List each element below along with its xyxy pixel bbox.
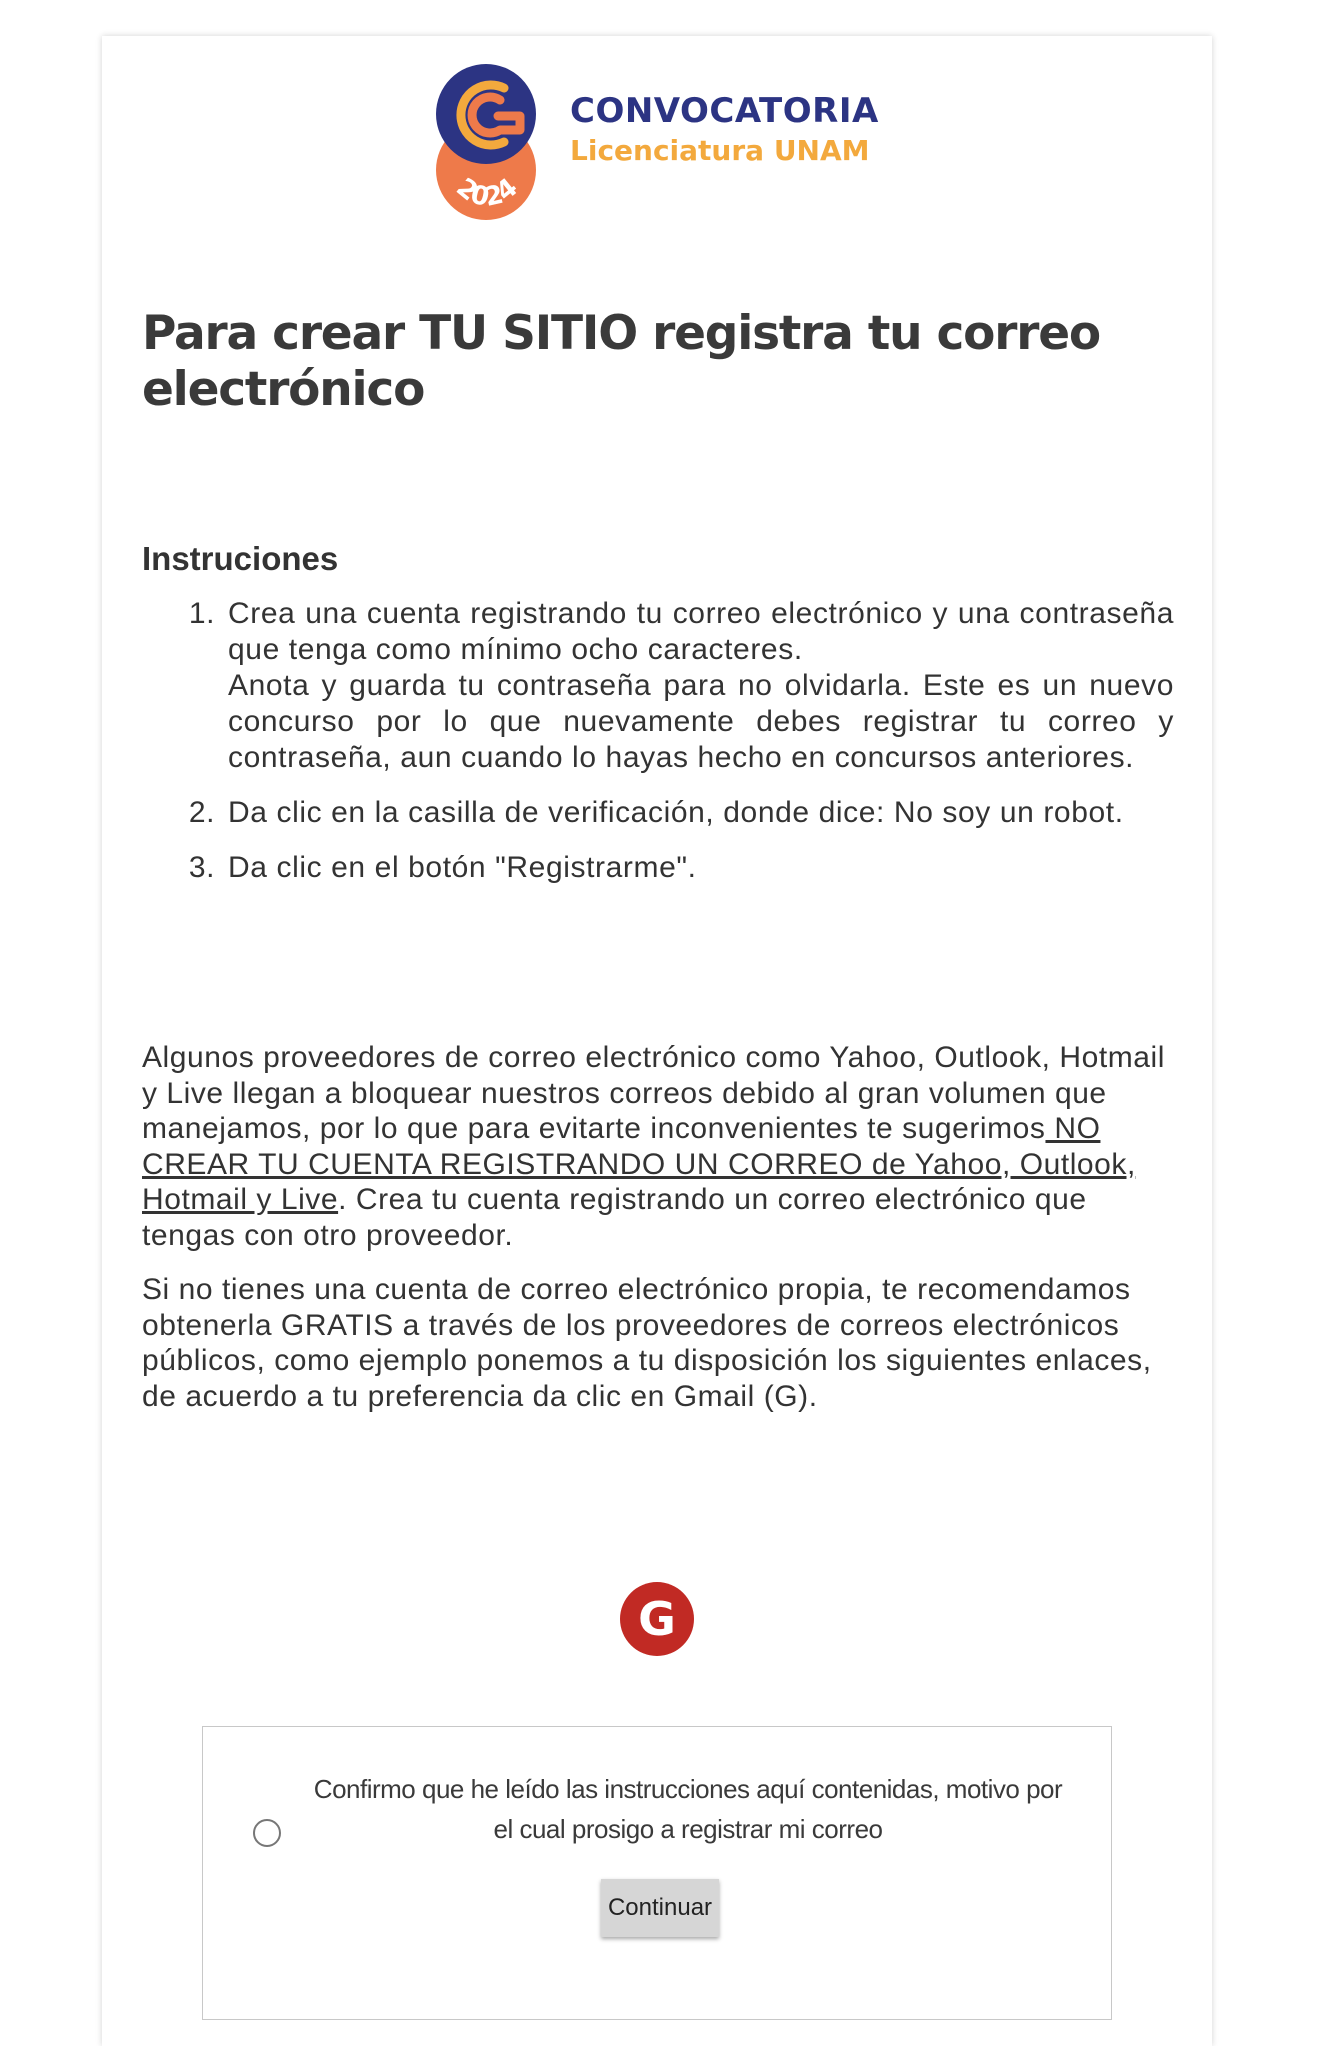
instructions-list — [142, 596, 1174, 905]
instruction-3-text: Da clic en el botón "Registrarme". — [228, 851, 697, 884]
provider-warning — [142, 1040, 1182, 1253]
instruction-1-note: Anota y guarda tu contraseña para no olvidarla. Este es un nuevo concurso por lo que nuevamente debes registrar tu correo y contraseña, aun cuando lo hayas hecho en concursos anteriores. — [228, 669, 1174, 774]
provider-warning-text: Algunos proveedores de correo electrónico como Yahoo, Outlook, Hotmail y Live llegan a bloquear nuestros correos debido al gran volumen que manejamos, por lo que para evitarte inconvenientes te sugerimos — [142, 1041, 1165, 1145]
confirm-radio[interactable] — [253, 1819, 281, 1847]
logo-title: CONVOCATORIA — [570, 91, 879, 131]
instruction-item-1 — [224, 596, 1174, 776]
instructions-heading: Instruciones — [142, 540, 339, 577]
logo-year: 2024 — [450, 172, 524, 213]
instruction-item-2 — [224, 795, 1174, 831]
instruction-item-3 — [224, 850, 1174, 886]
recommendation-text: Si no tienes una cuenta de correo electrónico propia, te recomendamos obtenerla GRATIS a través de los proveedores de correos electrónicos públicos, como ejemplo ponemos a tu disposición los siguientes enlaces, de acuerdo a tu preferencia da clic en Gmail (G). — [142, 1273, 1152, 1413]
main-card — [102, 36, 1212, 2046]
provider-warning-link[interactable]: NO CREAR TU CUENTA REGISTRANDO UN CORREO de Yahoo, Outlook, Hotmail y Live — [142, 1112, 1136, 1216]
instruction-1-text: Crea una cuenta registrando tu correo electrónico y una contraseña que tenga como mínimo ocho caracteres. — [228, 597, 1174, 666]
confirm-text: Confirmo que he leído las instrucciones aquí contenidas, motivo por el cual prosigo a registrar mi correo — [313, 1774, 1063, 1844]
page-title: Para crear TU SITIO registra tu correo electrónico — [142, 306, 1100, 417]
instruction-2-text: Da clic en la casilla de verificación, donde dice: No soy un robot. — [228, 796, 1124, 829]
provider-warning-suffix: . Crea tu cuenta registrando un correo electrónico que tengas con otro proveedor. — [142, 1183, 1087, 1252]
logo-subtitle: Licenciatura UNAM — [570, 134, 870, 167]
logo-text — [570, 90, 879, 170]
continue-button[interactable]: Continuar — [601, 1879, 719, 1937]
gmail-link-button[interactable]: G — [620, 1582, 694, 1656]
confirmation-box — [202, 1726, 1112, 2020]
